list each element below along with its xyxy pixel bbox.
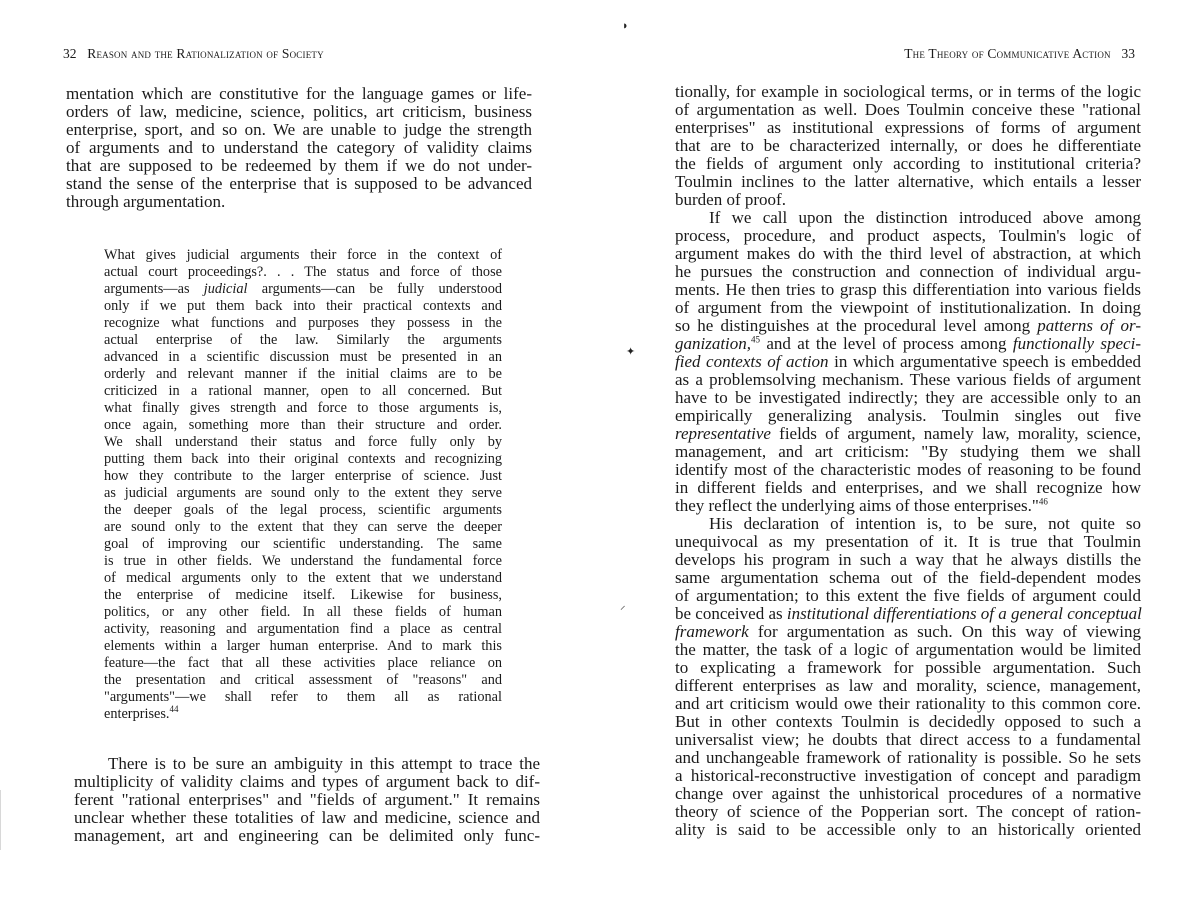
quote-line: only if we put them back into their practical contexts and: [104, 298, 502, 314]
running-title-left: Reason and the Rationalization of Society: [87, 46, 324, 61]
scan-speck: ◗: [622, 20, 629, 32]
text-line: that are supposed to be redeemed by them if we do not under-: [66, 156, 532, 175]
running-header-right: [904, 46, 1135, 62]
text-line: ganization,$^{45}$ and at the level of process among functionally speci-: [675, 334, 1141, 353]
text-line: fied contexts of action in which argumentative speech is embedded: [675, 352, 1142, 371]
text-line: identify most of the characteristic modes of reasoning to be found: [675, 460, 1141, 479]
quote-line: goal of improving our scientific understanding. The same: [104, 536, 502, 552]
quote-line: as judicial arguments are sound only to the extent they serve: [104, 485, 502, 501]
text-line: a historical-reconstructive investigation of concept and paradigm: [675, 766, 1141, 785]
quote-line: arguments—as judicial arguments—can be fully understood: [104, 281, 503, 297]
quote-line: What gives judicial arguments their force in the context of: [104, 247, 502, 263]
text-line: unclear whether these totalities of law and medicine, science and: [74, 808, 540, 827]
text-line: mentation which are constitutive for the language games or life-: [66, 84, 532, 103]
footnote-ref: 46: [1038, 496, 1048, 507]
text-line: universalist view; he doubts that direct access to a fundamental: [675, 730, 1141, 749]
quote-line: actual court proceedings?. . . The status and force of those: [104, 264, 502, 280]
quote-line: how they contribute to the larger enterprise of science. Just: [104, 468, 502, 484]
text-line: to explicating a framework for possible argumentation. Such: [675, 658, 1141, 677]
page-number-left: 32: [63, 46, 77, 61]
text-line: in different fields and enterprises, and we shall recognize how: [675, 478, 1141, 497]
text-line: they reflect the underlying aims of those enterprises."$^{46}$: [675, 496, 1048, 515]
text-line: so he distinguishes at the procedural level among patterns of or-: [675, 316, 1141, 335]
quote-line: recognize what functions and purposes they possess in the: [104, 315, 502, 331]
text-line: enterprises" as institutional expressions of forms of argument: [675, 118, 1141, 137]
running-header-left: [63, 46, 324, 62]
text-line: multiplicity of validity claims and types of argument back to dif-: [74, 772, 540, 791]
text-line: of argumentation as well. Does Toulmin conceive these "rational: [675, 100, 1141, 119]
quote-line: once again, something more than their structure and order.: [104, 417, 502, 433]
text-line: develops his program in such a way that he always distills the: [675, 550, 1141, 569]
text-line: be conceived as institutional differentiations of a general conceptual: [675, 604, 1142, 623]
text-line: as a problemsolving mechanism. These various fields of argument: [675, 370, 1141, 389]
quote-line: criticized in a rational manner, open to all concerned. But: [104, 383, 502, 399]
text-line: management, art and engineering can be delimited only func-: [74, 826, 540, 845]
quote-line: elements within a larger human enterprise. And to mark this: [104, 638, 502, 654]
running-title-right: The Theory of Communicative Action: [904, 46, 1111, 61]
quote-line: are sound only to the extent that they can serve the deeper: [104, 519, 502, 535]
quote-line: "arguments"—we shall refer to them all as rational: [104, 689, 502, 705]
text-line: tionally, for example in sociological terms, or in terms of the logic: [675, 82, 1141, 101]
scan-speck: ✦: [626, 346, 636, 358]
quote-line: actual enterprise of the law. Similarly the arguments: [104, 332, 502, 348]
text-line: framework for argumentation as such. On this way of viewing: [675, 622, 1141, 641]
text-line: management, and art criticism: "By studying them we shall: [675, 442, 1141, 461]
quote-line: is true in other fields. We understand the fundamental force: [104, 553, 502, 569]
text-line: have to be investigated indirectly; they are accessible only to an: [675, 388, 1141, 407]
footnote-ref: 45: [751, 334, 761, 345]
text-line: enterprise, sport, and so on. We are unable to judge the strength: [66, 120, 532, 139]
quote-line: the deeper goals of the legal process, scientific arguments: [104, 502, 502, 518]
quote-line: of medical arguments only to the extent that we understand: [104, 570, 502, 586]
text-line: ferent "rational enterprises" and "fields of argument." It remains: [74, 790, 540, 809]
text-line: and unchangeable framework of rationality is possible. So he sets: [675, 748, 1141, 767]
text-line: Toulmin inclines to the latter alternative, which entails a lesser: [675, 172, 1141, 191]
text-line: stand the sense of the enterprise that is supposed to be advanced: [66, 174, 532, 193]
text-line: burden of proof.: [675, 190, 786, 209]
text-line: His declaration of intention is, to be sure, not quite so: [709, 514, 1141, 533]
quote-line: orderly and relevant manner if the initial claims are to be: [104, 366, 502, 382]
quote-line: putting them back into their original contexts and recognizing: [104, 451, 502, 467]
text-line: of argumentation; to this extent the five fields of argument could: [675, 586, 1141, 605]
text-line: of arguments and to understand the category of validity claims: [66, 138, 532, 157]
text-line: that are to be characterized internally, or does he differentiate: [675, 136, 1141, 155]
footnote-ref: 44: [169, 704, 179, 715]
text-line: through argumentation.: [66, 192, 226, 211]
text-line: orders of law, medicine, science, politics, art criticism, business: [66, 102, 532, 121]
scan-speck: ⸝: [620, 600, 626, 612]
text-line: ality is said to be accessible only to an historically oriented: [675, 820, 1141, 839]
text-line: If we call upon the distinction introduced above among: [709, 208, 1141, 227]
text-line: and art criticism would owe their rationality to this common core.: [675, 694, 1141, 713]
text-line: ments. He then tries to grasp this differentiation into various fields: [675, 280, 1141, 299]
quote-line: politics, or any other field. In all these fields of human: [104, 604, 502, 620]
text-line: theory of science of the Popperian sort. The concept of ration-: [675, 802, 1141, 821]
quote-line: advanced in a scientific discussion must be presented in an: [104, 349, 502, 365]
text-line: he pursues the construction and connection of individual argu-: [675, 262, 1141, 281]
quote-line: We shall understand their status and force fully only by: [104, 434, 502, 450]
quote-line: feature—the fact that all these activities place reliance on: [104, 655, 502, 671]
text-line: unequivocal as my presentation of it. It is true that Toulmin: [675, 532, 1141, 551]
text-line: empirically generalizing analysis. Toulmin singles out five: [675, 406, 1141, 425]
text-line: representative fields of argument, namely law, morality, science,: [675, 424, 1141, 443]
text-line: same argumentation schema out of the field-dependent modes: [675, 568, 1141, 587]
quote-line: enterprises.$^{44}$: [104, 704, 179, 722]
text-line: change over against the unhistorical procedures of a normative: [675, 784, 1141, 803]
quote-line: the presentation and critical assessment of "reasons" and: [104, 672, 502, 688]
text-line: different enterprises as law and morality, science, management,: [675, 676, 1141, 695]
quote-line: what finally gives strength and force to those arguments is,: [104, 400, 502, 416]
quote-line: activity, reasoning and argumentation find a place as central: [104, 621, 502, 637]
text-line: the fields of argument only according to institutional criteria?: [675, 154, 1141, 173]
text-line: process, procedure, and product aspects, Toulmin's logic of: [675, 226, 1141, 245]
text-line: the matter, the task of a logic of argumentation would be limited: [675, 640, 1141, 659]
text-line: of argument from the viewpoint of institutionalization. In doing: [675, 298, 1141, 317]
text-line: There is to be sure an ambiguity in this attempt to trace the: [108, 754, 540, 773]
text-line: argument makes do with the third level of abstraction, at which: [675, 244, 1141, 263]
page-edge-mark: [0, 790, 1, 850]
page-number-right: 33: [1121, 46, 1135, 61]
quote-line: the enterprise of medicine itself. Likewise for business,: [104, 587, 502, 603]
text-line: But in other contexts Toulmin is decidedly opposed to such a: [675, 712, 1141, 731]
